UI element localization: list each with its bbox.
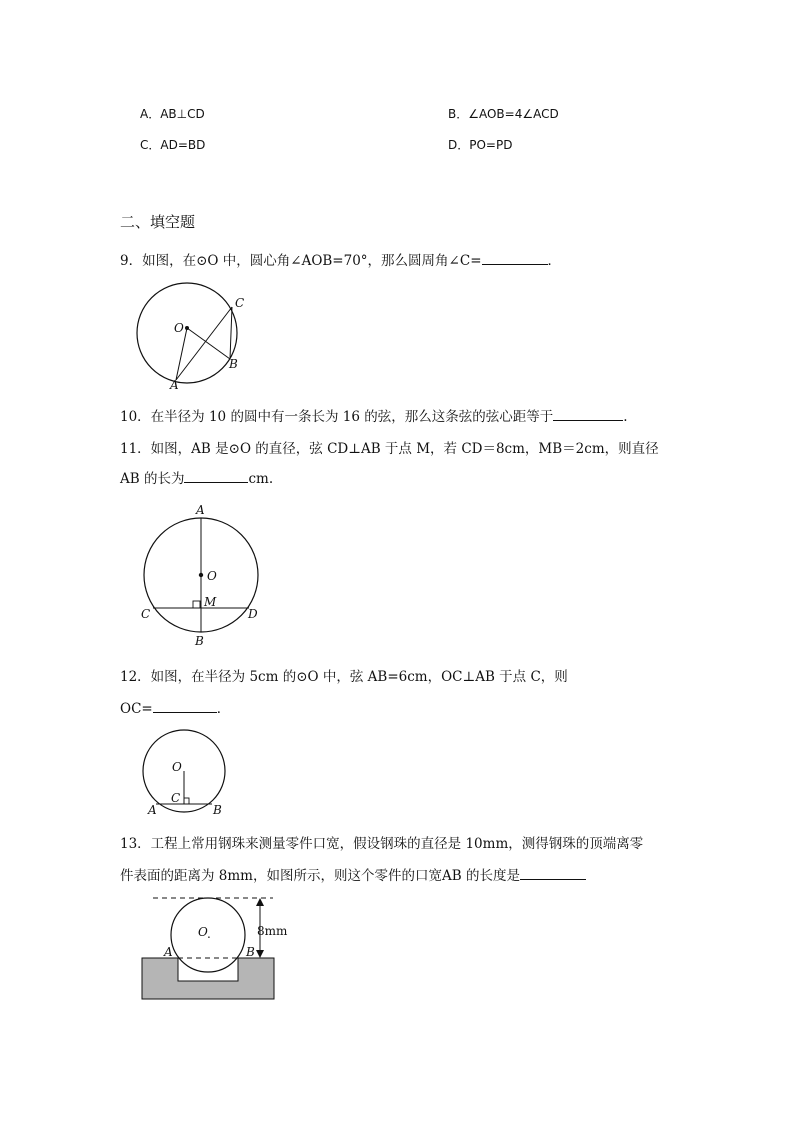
q12-label-b: B	[213, 803, 222, 817]
question-9	[120, 249, 561, 269]
question-12-tail: ．	[216, 701, 231, 717]
q13-label-a: A	[164, 945, 173, 959]
q11-label-d: D	[248, 607, 258, 621]
option-a: A．AB⊥CD	[140, 107, 205, 121]
question-13-text: 件表面的距离为 8mm，如图所示，则这个零件的口宽AB 的长度是	[120, 868, 520, 884]
q13-label-o: O	[198, 925, 208, 939]
q11-label-o: O	[207, 569, 217, 583]
question-13-line-2	[120, 864, 586, 884]
answer-blank-9[interactable]	[482, 252, 548, 265]
q9-label-o: O	[174, 321, 184, 335]
answer-blank-11[interactable]	[184, 470, 248, 483]
q11-label-c: C	[141, 607, 151, 621]
section-title: 二、填空题	[120, 213, 196, 231]
q11-center-dot	[199, 573, 203, 577]
answer-blank-12[interactable]	[153, 700, 217, 713]
option-d: D．PO=PD	[448, 138, 513, 152]
question-11-suffix: cm.	[248, 471, 274, 487]
q13-center-dot: .	[207, 927, 211, 941]
q11-label-b: B	[195, 634, 204, 648]
answer-blank-13[interactable]	[520, 867, 586, 880]
question-12-line-1: 12．如图，在半径为 5cm 的⊙O 中，弦 AB=6cm，OC⊥AB 于点 C，则	[120, 669, 568, 685]
question-12-prefix: OC=	[120, 701, 153, 717]
q12-label-a: A	[148, 803, 157, 817]
q12-label-c: C	[171, 791, 181, 805]
q13-label-b: B	[246, 945, 255, 959]
answer-blank-10[interactable]	[553, 408, 623, 421]
figure-q13	[138, 893, 303, 1005]
q12-right-angle-mark	[184, 798, 189, 804]
q9-label-c: C	[235, 296, 245, 310]
question-11-line-2	[120, 467, 273, 487]
question-10	[120, 405, 628, 425]
q9-circle	[137, 283, 237, 383]
question-11-prefix: AB 的长为	[120, 471, 185, 487]
figure-q9	[128, 290, 258, 395]
q9-line-ob	[187, 328, 230, 359]
question-10-text: 10．在半径为 10 的圆中有一条长为 16 的弦，那么这条弦的弦心距等于	[120, 409, 554, 425]
q11-label-m: M	[204, 595, 217, 609]
option-c: C．AD=BD	[140, 138, 206, 152]
q9-label-b: B	[229, 357, 238, 371]
q11-right-angle-mark	[193, 601, 200, 608]
question-9-tail: ．	[547, 253, 562, 269]
q13-dimension-label: 8mm	[257, 924, 288, 938]
question-11-line-1: 11．如图，AB 是⊙O 的直径，弦 CD⊥AB 于点 M，若 CD＝8cm，MB＝2cm，则直径	[120, 441, 659, 457]
question-9-text: 9．如图，在⊙O 中，圆心角∠AOB=70°，那么圆周角∠C=	[120, 253, 482, 269]
q12-label-o: O	[172, 760, 182, 774]
question-12-line-2	[120, 697, 230, 717]
q13-arrow-up	[256, 898, 264, 906]
q9-center-dot	[185, 326, 189, 330]
question-13-line-1: 13．工程上常用钢珠来测量零件口宽，假设钢珠的直径是 10mm，测得钢珠的顶端离零	[120, 836, 644, 852]
option-b: B．∠AOB=4∠ACD	[448, 107, 559, 121]
figure-q12	[140, 730, 235, 820]
q9-line-ac	[176, 307, 232, 380]
figure-q11	[136, 500, 271, 650]
q9-label-a: A	[170, 378, 179, 392]
q9-line-cb	[230, 307, 232, 359]
question-10-tail: .	[623, 409, 628, 425]
q11-label-a: A	[196, 503, 205, 517]
q13-arrow-down	[256, 950, 264, 958]
